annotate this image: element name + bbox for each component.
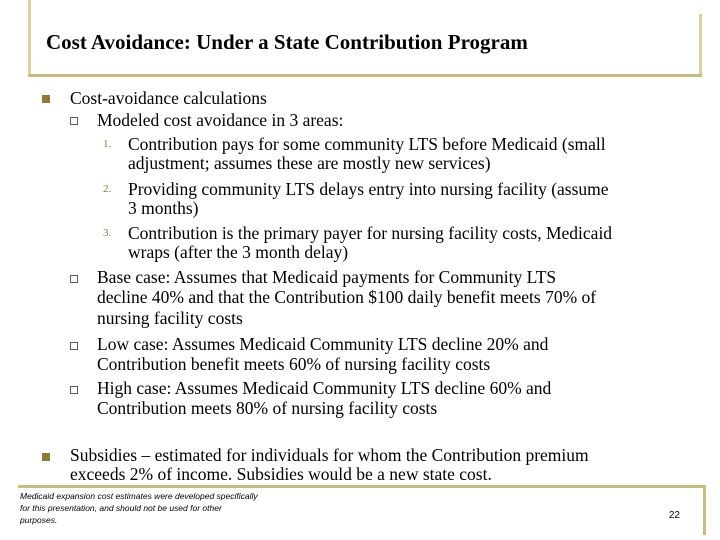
checkbox-bullet-icon [70, 386, 78, 394]
numbered-item-line: Contribution is the primary payer for nursing facility costs, Medicaid [128, 223, 613, 243]
numbered-item-line: wraps (after the 3 month delay) [128, 242, 349, 262]
footnote: Medicaid expansion cost estimates were developed specifically for this presentation, and should not be used for other purposes. [20, 491, 258, 525]
slide-title: Cost Avoidance: Under a State Contribution Program [46, 30, 528, 54]
sub-bullet-high-case: Contribution meets 80% of nursing facility costs [97, 398, 438, 418]
frame-right-accent [699, 14, 702, 74]
title-divider [28, 74, 702, 77]
checkbox-bullet-icon [70, 342, 78, 350]
numbered-item-line: Contribution pays for some community LTS before Medicaid (small [128, 134, 606, 154]
bullet-subsidies: exceeds 2% of income. Subsidies would be a new state cost. [70, 464, 492, 484]
checkbox-bullet-icon [70, 117, 78, 125]
number-label: 2. [103, 183, 112, 195]
numbered-item-line: adjustment; assumes these are mostly new services) [128, 153, 491, 173]
sub-bullet-modeled: Modeled cost avoidance in 3 areas: [97, 110, 344, 130]
numbered-item-line: 3 months) [128, 198, 199, 218]
number-label: 1. [103, 138, 112, 150]
bullet-square-icon [42, 453, 50, 461]
bullet-subsidies: Subsidies – estimated for individuals for whom the Contribution premium [70, 445, 589, 465]
page-number: 22 [668, 510, 680, 521]
sub-bullet-high-case: High case: Assumes Medicaid Community LTS decline 60% and [97, 378, 552, 398]
sub-bullet-base-case: Base case: Assumes that Medicaid payments for Community LTS [97, 267, 557, 287]
bullet-square-icon [42, 95, 50, 103]
sub-bullet-base-case: nursing facility costs [97, 308, 243, 328]
sub-bullet-low-case: Contribution benefit meets 60% of nursing facility costs [97, 354, 491, 374]
footer-right-accent [703, 485, 706, 535]
footer-divider [18, 485, 706, 488]
sub-bullet-base-case: decline 40% and that the Contribution $100 daily benefit meets 70% of [97, 287, 597, 307]
number-label: 3. [103, 227, 112, 239]
frame-left-accent [28, 0, 31, 75]
numbered-item-line: Providing community LTS delays entry into nursing facility (assume [128, 179, 609, 199]
bullet-cost-avoidance: Cost-avoidance calculations [70, 88, 267, 108]
checkbox-bullet-icon [70, 275, 78, 283]
sub-bullet-low-case: Low case: Assumes Medicaid Community LTS decline 20% and [97, 334, 549, 354]
